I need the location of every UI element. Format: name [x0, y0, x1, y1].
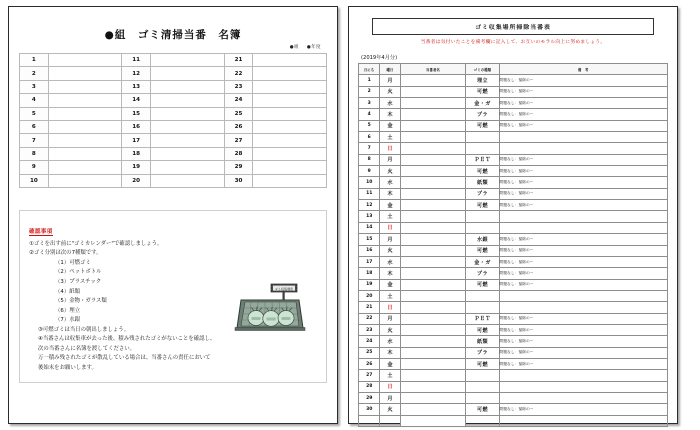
roster-name-cell[interactable]: [151, 94, 225, 107]
roster-name-cell[interactable]: [48, 80, 122, 93]
duty-date-cell: 4: [359, 109, 380, 120]
duty-date-cell: 19: [359, 279, 380, 290]
duty-table-row: [359, 302, 668, 313]
duty-table-row: [359, 336, 668, 347]
duty-person-cell[interactable]: [400, 392, 466, 403]
duty-table-row: [359, 290, 668, 301]
roster-number-cell: 2: [20, 67, 49, 80]
duty-date-cell: 13: [359, 211, 380, 222]
page-title: ●組 ゴミ清掃当番 名簿: [104, 29, 242, 41]
duty-date-cell: 23: [359, 324, 380, 335]
notes-item-list: [29, 240, 317, 259]
duty-note-cell[interactable]: 問題なし：掃除のー: [499, 245, 667, 256]
duty-trash-type-cell: 可燃: [466, 86, 499, 97]
duty-trash-type-cell: 紙類: [466, 177, 499, 188]
duty-date-cell: 7: [359, 143, 380, 154]
duty-table-row: [359, 154, 668, 165]
roster-number-cell: 27: [224, 134, 253, 147]
notes-item: ①ゴミを出す前に"ゴミカレンダー"で確認しましょう。: [29, 240, 163, 247]
duty-person-cell[interactable]: [400, 370, 466, 381]
duty-day-cell: 土: [380, 290, 400, 301]
duty-day-cell: 金: [380, 120, 400, 131]
duty-person-cell[interactable]: [400, 211, 466, 222]
duty-table-row: [359, 211, 668, 222]
duty-note-cell[interactable]: [499, 370, 667, 381]
duty-date-cell: 2: [359, 86, 380, 97]
duty-person-cell[interactable]: [400, 290, 466, 301]
roster-number-cell: 7: [20, 134, 49, 147]
column-header-day: 曜日: [380, 64, 400, 75]
duty-day-cell: 月: [380, 234, 400, 245]
duty-person-cell[interactable]: [400, 324, 466, 335]
duty-table-row: [359, 381, 668, 392]
duty-trash-type-cell: プラ: [466, 268, 499, 279]
duty-trash-type-cell: 金・ガ: [466, 256, 499, 267]
duty-person-cell[interactable]: [400, 109, 466, 120]
duty-trash-type-cell: 可燃: [466, 166, 499, 177]
roster-name-cell[interactable]: [253, 161, 327, 174]
roster-number-cell: 23: [224, 80, 253, 93]
duty-day-cell: 日: [380, 381, 400, 392]
duty-table-row: [359, 256, 668, 267]
roster-number-cell: 3: [20, 80, 49, 93]
roster-row: [20, 161, 327, 174]
duty-person-cell[interactable]: [400, 381, 466, 392]
duty-day-cell: 日: [380, 302, 400, 313]
duty-day-cell: 金: [380, 200, 400, 211]
notes-after-item: 次の当番さんに名簿を渡してください。: [38, 345, 136, 352]
roster-number-cell: 28: [224, 147, 253, 160]
duty-trash-type-cell: 可燃: [466, 358, 499, 369]
duty-table-row: [359, 358, 668, 369]
duty-person-cell[interactable]: [400, 222, 466, 233]
duty-person-cell[interactable]: [400, 177, 466, 188]
duty-day-cell: 火: [380, 166, 400, 177]
duty-note-cell[interactable]: 問題なし：掃除のー: [499, 188, 667, 199]
roster-number-cell: 30: [224, 174, 253, 187]
roster-name-cell[interactable]: [151, 174, 225, 187]
duty-table-row: [359, 75, 668, 86]
duty-trash-type-cell: プラ: [466, 347, 499, 358]
duty-note-cell[interactable]: 問題なし：掃除のー: [499, 86, 667, 97]
duty-note-cell[interactable]: 問題なし：掃除のー: [499, 154, 667, 165]
duty-day-cell: 木: [380, 347, 400, 358]
duty-date-cell: 29: [359, 392, 380, 403]
duty-note-cell[interactable]: [499, 415, 667, 426]
notes-after-item: ④当番さんは収集車が去った後、積み残されたゴミがないことを確認し、: [38, 336, 216, 343]
duty-table-row: [359, 415, 668, 426]
notes-heading: 確認事項: [29, 228, 53, 235]
duty-day-cell: 月: [380, 392, 400, 403]
duty-trash-type-cell: プラ: [466, 188, 499, 199]
roster-meta-group: ●組: [289, 45, 299, 50]
duty-table-row: [359, 279, 668, 290]
duty-table-row: [359, 222, 668, 233]
duty-table-row: [359, 313, 668, 324]
duty-date-cell: 18: [359, 268, 380, 279]
trash-category-item: （5）金物・ガラス類: [55, 298, 107, 305]
duty-person-cell[interactable]: [400, 313, 466, 324]
roster-number-cell: 13: [122, 80, 151, 93]
duty-trash-type-cell: [466, 132, 499, 143]
roster-row: [20, 120, 327, 133]
duty-table-header-row: [359, 64, 668, 75]
duty-person-cell[interactable]: [400, 358, 466, 369]
duty-person-cell[interactable]: [400, 200, 466, 211]
duty-table-row: [359, 234, 668, 245]
duty-day-cell: 日: [380, 143, 400, 154]
roster-name-cell[interactable]: [151, 147, 225, 160]
duty-table-row: [359, 109, 668, 120]
roster-number-cell: 8: [20, 147, 49, 160]
duty-day-cell: 日: [380, 222, 400, 233]
roster-number-cell: 20: [122, 174, 151, 187]
duty-person-cell[interactable]: [400, 120, 466, 131]
roster-meta-year: ●年度: [306, 45, 321, 50]
duty-trash-type-cell: [466, 415, 499, 426]
roster-name-cell[interactable]: [151, 107, 225, 120]
duty-trash-type-cell: 紙類: [466, 336, 499, 347]
roster-name-cell[interactable]: [151, 120, 225, 133]
duty-trash-type-cell: [466, 370, 499, 381]
duty-table-row: [359, 166, 668, 177]
duty-trash-type-cell: [466, 302, 499, 313]
duty-day-cell: 水: [380, 177, 400, 188]
roster-row: [20, 107, 327, 120]
roster-number-cell: 19: [122, 161, 151, 174]
duty-trash-type-cell: 可燃: [466, 324, 499, 335]
duty-day-cell: 土: [380, 211, 400, 222]
duty-table-row: [359, 98, 668, 109]
roster-name-cell[interactable]: [48, 174, 122, 187]
duty-person-cell[interactable]: [400, 234, 466, 245]
roster-number-cell: 4: [20, 94, 49, 107]
duty-date-cell: 14: [359, 222, 380, 233]
duty-day-cell: 火: [380, 324, 400, 335]
duty-day-cell: 火: [380, 86, 400, 97]
duty-day-cell: 月: [380, 313, 400, 324]
duty-table-row: [359, 132, 668, 143]
duty-trash-type-cell: 可燃: [466, 279, 499, 290]
column-header-date: 日にち: [359, 64, 380, 75]
roster-row: [20, 80, 327, 93]
duty-trash-type-cell: 金・ガ: [466, 98, 499, 109]
duty-person-cell[interactable]: [400, 279, 466, 290]
roster-name-cell[interactable]: [48, 161, 122, 174]
roster-name-cell[interactable]: [48, 67, 122, 80]
duty-trash-type-cell: 可燃: [466, 404, 499, 415]
duty-day-cell: 水: [380, 256, 400, 267]
duty-date-cell: 10: [359, 177, 380, 188]
column-header-person: 当番者名: [400, 64, 466, 75]
duty-note-cell[interactable]: 問題なし：掃除のー: [499, 200, 667, 211]
trash-category-item: （3）プラスチック: [55, 278, 102, 285]
roster-row: [20, 134, 327, 147]
duty-table-row: [359, 324, 668, 335]
duty-trash-type-cell: ＰＥＴ: [466, 154, 499, 165]
duty-note-cell[interactable]: [499, 222, 667, 233]
roster-name-cell[interactable]: [48, 147, 122, 160]
roster-number-cell: 24: [224, 94, 253, 107]
duty-page-subtitle: 当番者は気付いたことを備考欄に記入して、お互いのモラル向上に努めましょう。: [420, 40, 606, 45]
trash-category-item: （1）可燃ゴミ: [55, 259, 91, 266]
duty-person-cell[interactable]: [400, 245, 466, 256]
roster-number-cell: 16: [122, 120, 151, 133]
roster-name-cell[interactable]: [151, 67, 225, 80]
roster-name-cell[interactable]: [253, 174, 327, 187]
roster-number-cell: 5: [20, 107, 49, 120]
roster-number-cell: 6: [20, 120, 49, 133]
duty-day-cell: 木: [380, 109, 400, 120]
duty-note-cell[interactable]: 問題なし：掃除のー: [499, 177, 667, 188]
duty-day-cell: 水: [380, 98, 400, 109]
duty-trash-type-cell: 埋立: [466, 75, 499, 86]
duty-date-cell: 15: [359, 234, 380, 245]
roster-row: [20, 147, 327, 160]
duty-note-cell[interactable]: 問題なし：掃除のー: [499, 324, 667, 335]
roster-number-cell: 14: [122, 94, 151, 107]
duty-page-title: ゴミ収集場所掃除当番表: [372, 18, 654, 35]
duty-note-cell[interactable]: 問題なし：掃除のー: [499, 98, 667, 109]
duty-trash-type-cell: ＰＥＴ: [466, 313, 499, 324]
duty-date-cell: 11: [359, 188, 380, 199]
roster-name-cell[interactable]: [151, 161, 225, 174]
roster-name-cell[interactable]: [253, 120, 327, 133]
roster-row: [20, 174, 327, 187]
roster-name-cell[interactable]: [48, 107, 122, 120]
duty-person-cell[interactable]: [400, 98, 466, 109]
duty-day-cell: 金: [380, 358, 400, 369]
roster-number-cell: 29: [224, 161, 253, 174]
duty-table-row: [359, 120, 668, 131]
roster-number-cell: 25: [224, 107, 253, 120]
duty-note-cell[interactable]: 問題なし：掃除のー: [499, 313, 667, 324]
duty-note-cell[interactable]: [499, 211, 667, 222]
roster-number-cell: 26: [224, 120, 253, 133]
duty-person-cell[interactable]: [400, 268, 466, 279]
roster-number-cell: 9: [20, 161, 49, 174]
roster-number-cell: 21: [224, 54, 253, 67]
duty-note-cell[interactable]: 問題なし：掃除のー: [499, 120, 667, 131]
duty-date-cell: 27: [359, 370, 380, 381]
duty-day-cell: 木: [380, 188, 400, 199]
roster-name-cell[interactable]: [48, 94, 122, 107]
duty-day-cell: 月: [380, 154, 400, 165]
duty-table-row: [359, 188, 668, 199]
duty-date-cell: 9: [359, 166, 380, 177]
duty-note-cell[interactable]: 問題なし：掃除のー: [499, 279, 667, 290]
duty-table-row: [359, 392, 668, 403]
trash-category-item: （6）埋立: [55, 307, 80, 314]
duty-table-row: [359, 177, 668, 188]
roster-page: [8, 6, 338, 424]
duty-table-row: [359, 404, 668, 415]
duty-trash-type-cell: 水銀: [466, 234, 499, 245]
duty-date-cell: 30: [359, 404, 380, 415]
duty-person-cell[interactable]: [400, 256, 466, 267]
column-header-note: 備 考: [499, 64, 667, 75]
duty-day-cell: 火: [380, 245, 400, 256]
duty-note-cell[interactable]: 問題なし：掃除のー: [499, 268, 667, 279]
duty-day-cell: 水: [380, 336, 400, 347]
duty-note-cell[interactable]: [499, 290, 667, 301]
roster-number-cell: 12: [122, 67, 151, 80]
duty-date-cell: 16: [359, 245, 380, 256]
duty-trash-type-cell: 可燃: [466, 245, 499, 256]
duty-person-cell[interactable]: [400, 86, 466, 97]
duty-date-cell: 22: [359, 313, 380, 324]
duty-day-cell: 土: [380, 132, 400, 143]
roster-table: [19, 53, 327, 188]
duty-note-cell[interactable]: 問題なし：掃除のー: [499, 109, 667, 120]
roster-number-cell: 15: [122, 107, 151, 120]
duty-table-row: [359, 245, 668, 256]
duty-note-cell[interactable]: [499, 392, 667, 403]
duty-date-cell: 25: [359, 347, 380, 358]
duty-trash-type-cell: 可燃: [466, 200, 499, 211]
duty-day-cell: 土: [380, 370, 400, 381]
duty-trash-type-cell: [466, 222, 499, 233]
duty-note-cell[interactable]: 問題なし：掃除のー: [499, 358, 667, 369]
roster-row: [20, 94, 327, 107]
duty-note-cell[interactable]: [499, 381, 667, 392]
roster-name-cell[interactable]: [48, 120, 122, 133]
duty-schedule-page: [348, 6, 678, 424]
duty-date-cell: 5: [359, 120, 380, 131]
duty-note-cell[interactable]: 問題なし：掃除のー: [499, 234, 667, 245]
duty-trash-type-cell: [466, 290, 499, 301]
roster-row: [20, 67, 327, 80]
notes-item: ②ゴミ分別は次の7種類です。: [29, 250, 102, 257]
duty-date-cell: 3: [359, 98, 380, 109]
duty-table-row: [359, 200, 668, 211]
duty-date-cell: 21: [359, 302, 380, 313]
duty-day-cell: 木: [380, 268, 400, 279]
duty-person-cell[interactable]: [400, 143, 466, 154]
duty-person-cell[interactable]: [400, 166, 466, 177]
duty-date-cell: 1: [359, 75, 380, 86]
roster-number-cell: 17: [122, 134, 151, 147]
trash-category-item: （7）水銀: [55, 317, 80, 324]
duty-day-cell: [380, 415, 400, 426]
duty-note-cell[interactable]: 問題なし：掃除のー: [499, 75, 667, 86]
confirmation-notes-box: [19, 210, 327, 383]
roster-name-cell[interactable]: [253, 94, 327, 107]
duty-table-row: [359, 370, 668, 381]
duty-note-cell[interactable]: [499, 132, 667, 143]
duty-schedule-table: [358, 63, 668, 427]
roster-name-cell[interactable]: [48, 134, 122, 147]
duty-note-cell[interactable]: [499, 143, 667, 154]
duty-note-cell[interactable]: 問題なし：掃除のー: [499, 404, 667, 415]
duty-note-cell[interactable]: 問題なし：掃除のー: [499, 336, 667, 347]
roster-name-cell[interactable]: [253, 67, 327, 80]
roster-meta: [19, 44, 321, 50]
duty-trash-type-cell: [466, 392, 499, 403]
trash-category-item: （4）紙類: [55, 288, 80, 295]
duty-person-cell[interactable]: [400, 154, 466, 165]
duty-table-row: [359, 143, 668, 154]
roster-name-cell[interactable]: [253, 80, 327, 93]
notes-after-item: 万一積み残されたゴミが散乱している場合は、当番さんの責任において: [38, 355, 211, 362]
duty-date-cell: 6: [359, 132, 380, 143]
duty-person-cell[interactable]: [400, 404, 466, 415]
notes-after-item: ③可燃ゴミは当日の朝出しましょう。: [38, 326, 130, 333]
duty-note-cell[interactable]: 問題なし：掃除のー: [499, 256, 667, 267]
roster-name-cell[interactable]: [253, 54, 327, 67]
duty-note-cell[interactable]: 問題なし：掃除のー: [499, 347, 667, 358]
roster-name-cell[interactable]: [253, 134, 327, 147]
roster-name-cell[interactable]: [253, 147, 327, 160]
roster-row: [20, 54, 327, 67]
duty-month-label: (2019年4月分): [361, 55, 398, 61]
duty-person-cell[interactable]: [400, 302, 466, 313]
duty-note-cell[interactable]: 問題なし：掃除のー: [499, 166, 667, 177]
duty-date-cell: 17: [359, 256, 380, 267]
duty-day-cell: 金: [380, 279, 400, 290]
roster-name-cell[interactable]: [48, 54, 122, 67]
trash-collection-point-illustration: [227, 282, 313, 336]
duty-date-cell: 26: [359, 358, 380, 369]
duty-trash-type-cell: [466, 381, 499, 392]
duty-person-cell[interactable]: [400, 132, 466, 143]
duty-trash-type-cell: [466, 211, 499, 222]
duty-trash-type-cell: [466, 143, 499, 154]
duty-date-cell: 8: [359, 154, 380, 165]
duty-note-cell[interactable]: [499, 302, 667, 313]
notes-after-item: 後始末をお願いします。: [38, 364, 97, 371]
duty-date-cell: 12: [359, 200, 380, 211]
roster-number-cell: 10: [20, 174, 49, 187]
duty-date-cell: 28: [359, 381, 380, 392]
roster-name-cell[interactable]: [151, 134, 225, 147]
duty-person-cell[interactable]: [400, 188, 466, 199]
roster-number-cell: 18: [122, 147, 151, 160]
trash-category-item: （2）ペットボトル: [55, 269, 102, 276]
duty-person-cell[interactable]: [400, 75, 466, 86]
roster-number-cell: 1: [20, 54, 49, 67]
svg-text:ゴミ収集場所: ゴミ収集場所: [274, 286, 294, 291]
duty-trash-type-cell: 可燃: [466, 120, 499, 131]
duty-person-cell[interactable]: [400, 415, 466, 426]
roster-number-cell: 11: [122, 54, 151, 67]
roster-name-cell[interactable]: [253, 107, 327, 120]
duty-date-cell: 20: [359, 290, 380, 301]
duty-person-cell[interactable]: [400, 347, 466, 358]
column-header-type: ゴミの種類: [466, 64, 499, 75]
roster-number-cell: 22: [224, 67, 253, 80]
duty-person-cell[interactable]: [400, 336, 466, 347]
duty-date-cell: 24: [359, 336, 380, 347]
duty-day-cell: 火: [380, 404, 400, 415]
duty-trash-type-cell: プラ: [466, 109, 499, 120]
duty-table-row: [359, 268, 668, 279]
duty-date-cell: [359, 415, 380, 426]
duty-day-cell: 月: [380, 75, 400, 86]
duty-table-row: [359, 347, 668, 358]
roster-name-cell[interactable]: [151, 80, 225, 93]
roster-name-cell[interactable]: [151, 54, 225, 67]
duty-table-row: [359, 86, 668, 97]
